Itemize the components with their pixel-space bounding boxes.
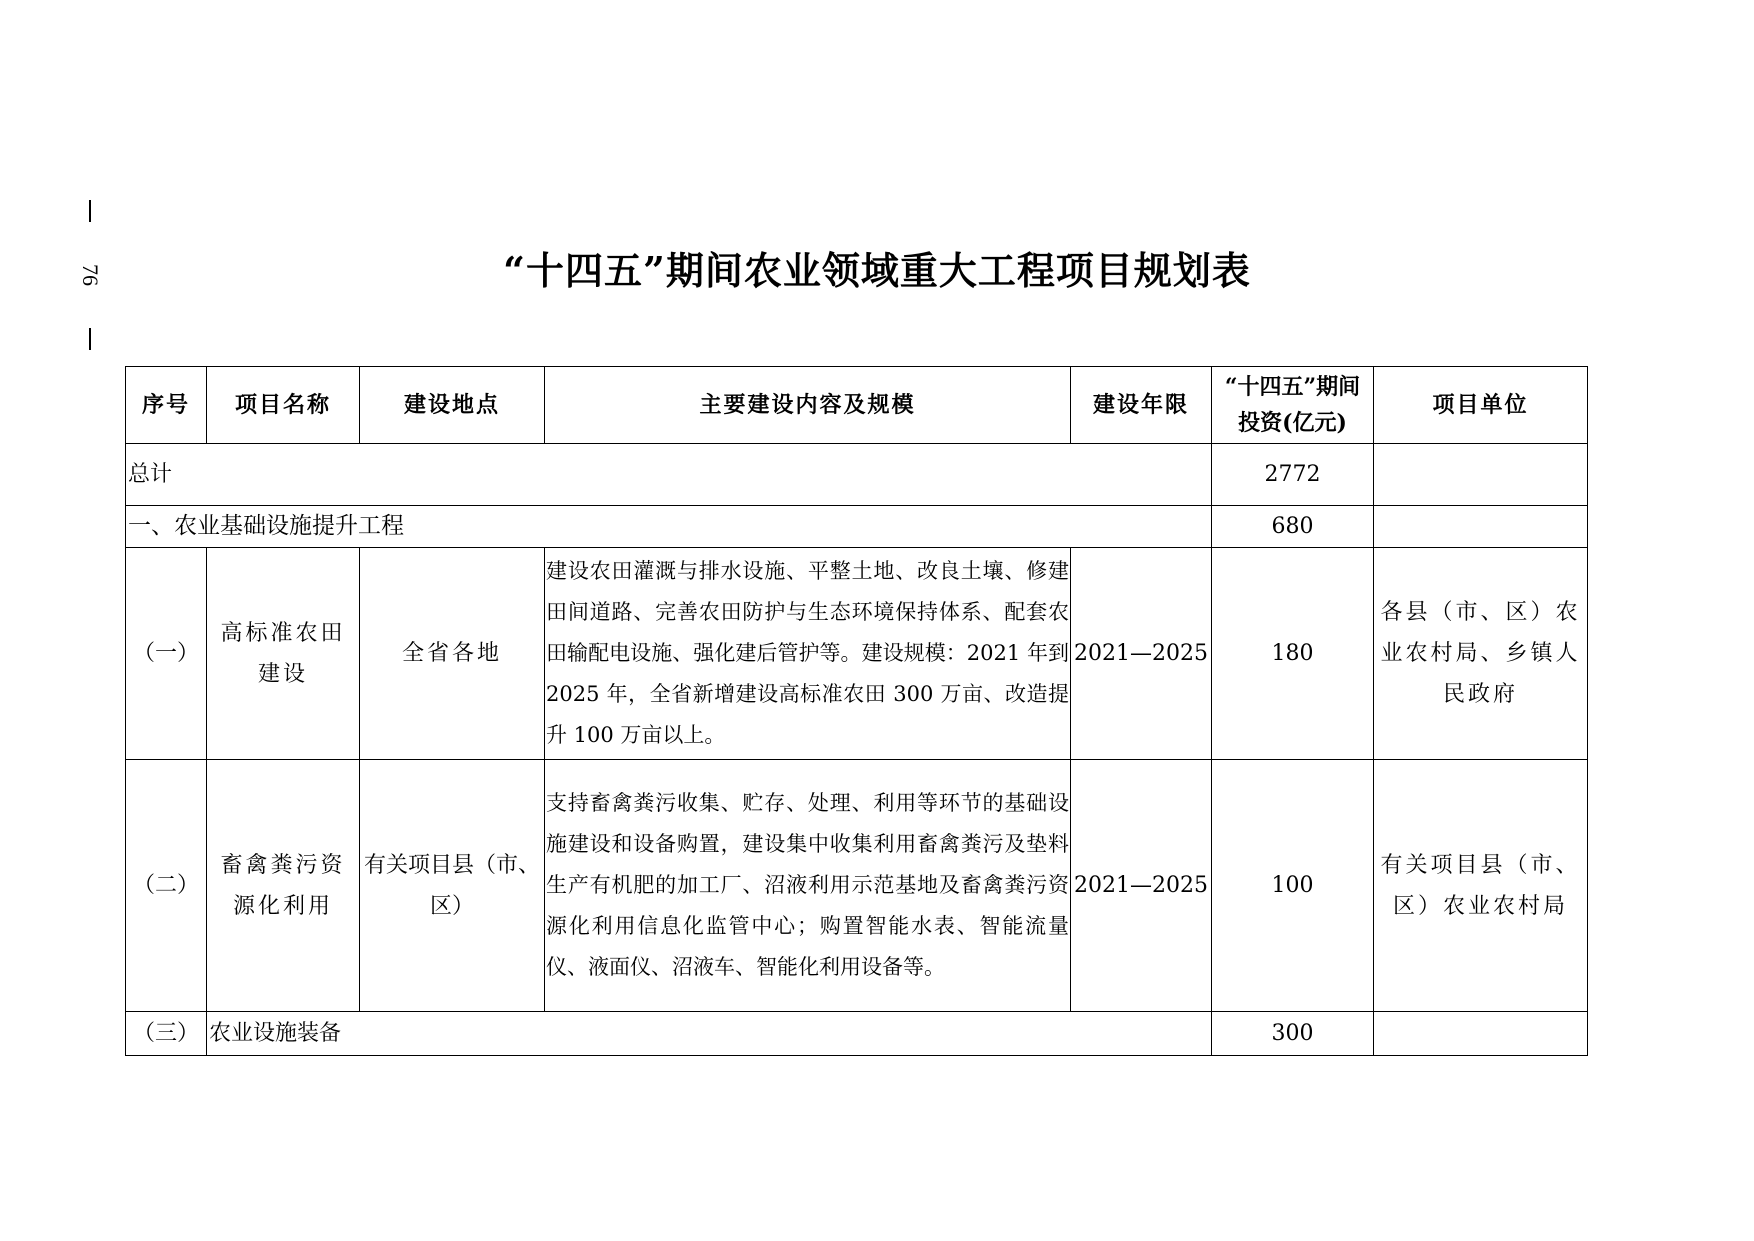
page-number-dash-top (89, 200, 91, 222)
section-row (126, 506, 1588, 548)
table-row (126, 760, 1588, 1012)
project-name: 畜禽粪污资源化利用 (207, 760, 360, 1012)
project-investment: 180 (1212, 548, 1374, 760)
header-content: 主要建设内容及规模 (545, 367, 1071, 444)
project-years: 2021—2025 (1071, 548, 1212, 760)
project-content: 建设农田灌溉与排水设施、平整土地、改良土壤、修建田间道路、完善农田防护与生态环境保持体系、配套农田输配电设施、强化建后管护等。建设规模：2021 年到 2025 年，全省新增建设高标准农田 300 万亩、改造提升 100 万亩以上。 (545, 548, 1071, 760)
project-content: 支持畜禽粪污收集、贮存、处理、利用等环节的基础设施建设和设备购置，建设集中收集利用畜禽粪污及垫料生产有机肥的加工厂、沼液利用示范基地及畜禽粪污资源化利用信息化监管中心；购置智能水表、智能流量仪、液面仪、沼液车、智能化利用设备等。 (545, 760, 1071, 1012)
page-number-text: 76 (78, 264, 103, 286)
total-label: 总计 (126, 444, 1212, 506)
total-investment: 2772 (1212, 444, 1374, 506)
project-plan-table (125, 366, 1588, 1056)
table-row (126, 548, 1588, 760)
project-investment: 100 (1212, 760, 1374, 1012)
project-index: （二） (126, 760, 207, 1012)
total-row (126, 444, 1588, 506)
project-location: 全省各地 (360, 548, 545, 760)
section-unit (1374, 506, 1588, 548)
section-label: 一、农业基础设施提升工程 (126, 506, 1212, 548)
header-index: 序号 (126, 367, 207, 444)
project-unit: 各县（市、区）农业农村局、乡镇人民政府 (1374, 548, 1588, 760)
project-name: 高标准农田建设 (207, 548, 360, 760)
subsection-row (126, 1012, 1588, 1056)
subsection-index: （三） (126, 1012, 207, 1056)
header-years: 建设年限 (1071, 367, 1212, 444)
project-index: （一） (126, 548, 207, 760)
header-location: 建设地点 (360, 367, 545, 444)
subsection-investment: 300 (1212, 1012, 1374, 1056)
total-unit (1374, 444, 1588, 506)
section-investment: 680 (1212, 506, 1374, 548)
project-location: 有关项目县（市、区） (360, 760, 545, 1012)
subsection-label: 农业设施装备 (207, 1012, 1212, 1056)
header-unit: 项目单位 (1374, 367, 1588, 444)
page-number-dash-bottom (89, 328, 91, 350)
header-investment: “十四五”期间投资(亿元) (1212, 367, 1374, 444)
header-project-name: 项目名称 (207, 367, 360, 444)
document-title: “十四五”期间农业领域重大工程项目规划表 (503, 248, 1251, 293)
subsection-unit (1374, 1012, 1588, 1056)
table-header-row (126, 367, 1588, 444)
project-years: 2021—2025 (1071, 760, 1212, 1012)
project-unit: 有关项目县（市、区）农业农村局 (1374, 760, 1588, 1012)
